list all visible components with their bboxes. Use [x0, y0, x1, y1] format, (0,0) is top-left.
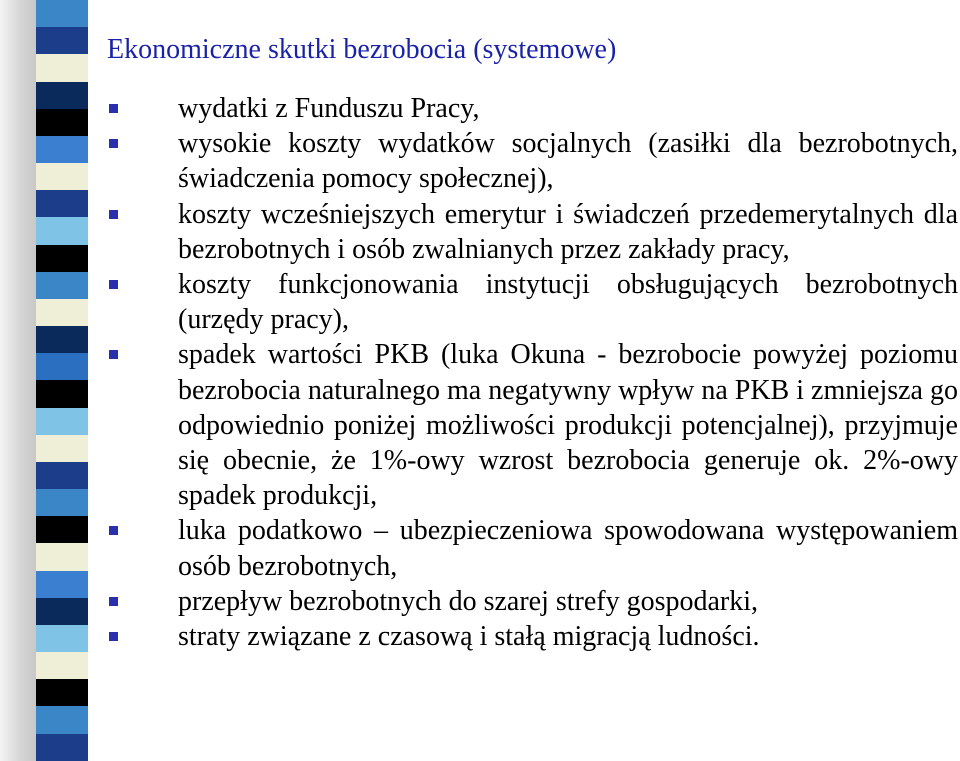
bullet-item-fundusz-pracy: [106, 91, 958, 126]
strip-block: [36, 163, 88, 190]
strip-block: [36, 190, 88, 217]
strip-block: [36, 462, 88, 489]
strip-block: [36, 217, 88, 244]
bullet-text: koszty wcześniejszych emerytur i świadczeń przedemerytalnych dla bezrobotnych i osób zwalnianych przez zakłady pracy,: [178, 198, 958, 265]
strip-block: [36, 598, 88, 625]
strip-block: [36, 516, 88, 543]
bullet-item-migracja: [106, 619, 958, 654]
square-bullet-icon: [109, 597, 118, 606]
bullet-item-spadek-pkb: [106, 337, 958, 513]
strip-shadow: [0, 0, 36, 761]
square-bullet-icon: [109, 350, 118, 359]
strip-block: [36, 54, 88, 81]
strip-block: [36, 625, 88, 652]
strip-block: [36, 652, 88, 679]
bullet-item-koszty-socjalne: [106, 126, 958, 196]
strip-block: [36, 706, 88, 733]
strip-block: [36, 27, 88, 54]
strip-block: [36, 136, 88, 163]
decorative-color-strip: [36, 0, 88, 761]
bullet-list: [106, 91, 958, 654]
bullet-text: wydatki z Funduszu Pracy,: [178, 93, 480, 124]
strip-block: [36, 326, 88, 353]
bullet-item-emerytury: [106, 197, 958, 267]
slide-title: Ekonomiczne skutki bezrobocia (systemowe): [107, 34, 617, 65]
square-bullet-icon: [109, 210, 118, 219]
strip-block: [36, 679, 88, 706]
strip-block: [36, 82, 88, 109]
strip-block: [36, 734, 88, 761]
square-bullet-icon: [109, 526, 118, 535]
square-bullet-icon: [109, 104, 118, 113]
strip-block: [36, 489, 88, 516]
square-bullet-icon: [109, 139, 118, 148]
strip-block: [36, 0, 88, 27]
bullet-item-szara-strefa: [106, 584, 958, 619]
bullet-item-instytucje: [106, 267, 958, 337]
square-bullet-icon: [109, 632, 118, 641]
bullet-text: luka podatkowo – ubezpieczeniowa spowodowana występowaniem osób bezrobotnych,: [178, 515, 958, 582]
bullet-text: przepływ bezrobotnych do szarej strefy gospodarki,: [178, 585, 759, 617]
strip-block: [36, 245, 88, 272]
strip-block: [36, 380, 88, 407]
square-bullet-icon: [109, 280, 118, 289]
strip-block: [36, 435, 88, 462]
bullet-text: spadek wartości PKB (luka Okuna - bezrobocie powyżej poziomu bezrobocia naturalnego ma negatywny wpływ na PKB i zmniejsza go odpowiednio poniżej możliwości produkcji potencjalnej), przyjmuje się obecnie, że 1%-owy wzrost bezrobocia generuje ok. 2%-owy spadek produkcji,: [178, 339, 958, 512]
bullet-text: straty związane z czasową i stałą migracją ludności.: [178, 621, 760, 653]
strip-block: [36, 571, 88, 598]
strip-block: [36, 353, 88, 380]
bullet-text: wysokie koszty wydatków socjalnych (zasiłki dla bezrobotnych, świadczenia pomocy społecznej),: [178, 128, 958, 195]
strip-block: [36, 543, 88, 570]
strip-block: [36, 408, 88, 435]
strip-block: [36, 272, 88, 299]
strip-block: [36, 299, 88, 326]
bullet-text: koszty funkcjonowania instytucji obsługujących bezrobotnych (urzędy pracy),: [178, 269, 958, 336]
bullet-item-luka-podatkowa: [106, 513, 958, 583]
strip-block: [36, 109, 88, 136]
